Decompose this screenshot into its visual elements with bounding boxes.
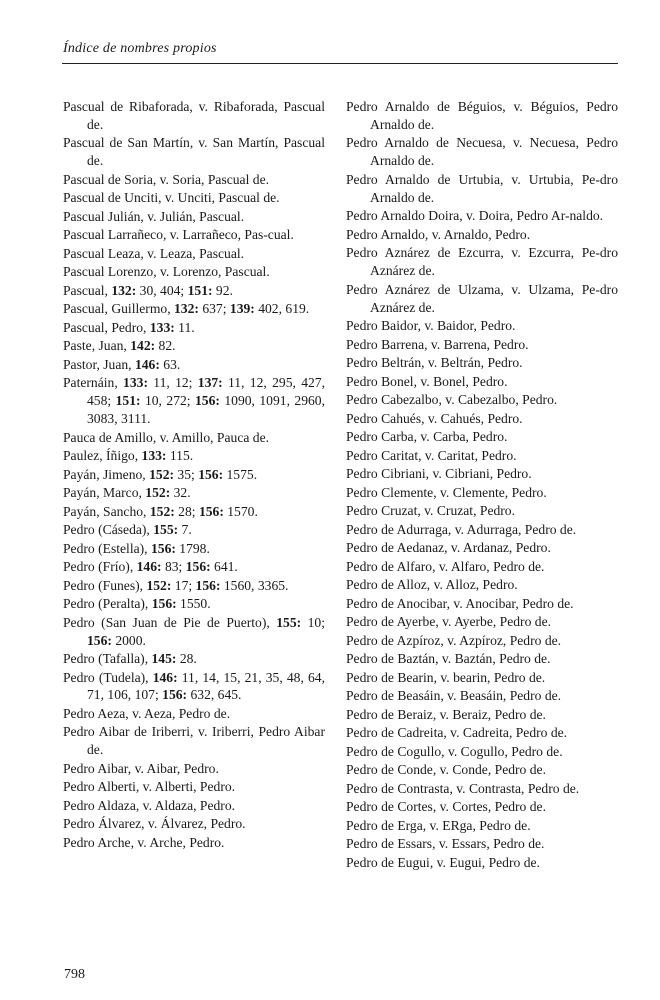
index-entry xyxy=(63,171,325,189)
entry-text: Pedro (Funes), xyxy=(63,577,147,593)
entry-text: 63. xyxy=(159,356,181,372)
index-entry xyxy=(346,650,618,668)
entry-text: Pedro Carba, v. Carba, Pedro. xyxy=(346,429,508,445)
index-entry xyxy=(346,98,618,134)
entry-text: Pedro de Anocibar, v. Anocibar, Pedro de. xyxy=(346,595,574,611)
entry-text: Pedro de Contrasta, v. Contrasta, Pedro de. xyxy=(346,780,580,796)
index-entry xyxy=(63,521,325,539)
entry-text: Payán, Sancho, xyxy=(63,503,150,519)
index-entry xyxy=(63,815,325,833)
volume-ref: 151: xyxy=(115,393,141,409)
volume-ref: 156: xyxy=(151,596,177,612)
entry-text: Pascual Larrañeco, v. Larrañeco, Pas-cual. xyxy=(63,227,294,243)
index-entry xyxy=(63,319,325,337)
index-entry xyxy=(63,797,325,815)
running-head: Índice de nombres propios xyxy=(63,41,217,56)
index-entry xyxy=(63,337,325,355)
index-entry xyxy=(63,447,325,465)
page-number: 798 xyxy=(64,967,85,982)
entry-text: Pascual Julián, v. Julián, Pascual. xyxy=(63,208,245,224)
entry-text: Pedro Arnaldo Doira, v. Doira, Pedro Ar-naldo. xyxy=(346,208,604,224)
entry-text: 83; xyxy=(161,559,186,575)
entry-text: Pedro Álvarez, v. Álvarez, Pedro. xyxy=(63,816,246,832)
index-entry xyxy=(63,650,325,668)
volume-ref: 146: xyxy=(136,559,162,575)
entry-text: Pedro de Baztán, v. Baztán, Pedro de. xyxy=(346,651,551,667)
volume-ref: 132: xyxy=(111,282,137,298)
volume-ref: 152: xyxy=(146,577,172,593)
entry-text: Pedro de Bearin, v. bearin, Pedro de. xyxy=(346,669,546,685)
entry-text: 10; xyxy=(301,614,325,630)
entry-text: Pedro Bonel, v. Bonel, Pedro. xyxy=(346,373,508,389)
entry-text: Pedro de Cogullo, v. Cogullo, Pedro de. xyxy=(346,743,563,759)
index-entry xyxy=(346,244,618,280)
entry-text: Pedro Clemente, v. Clemente, Pedro. xyxy=(346,484,547,500)
entry-text: Payán, Marco, xyxy=(63,485,146,501)
entry-text: Pedro de Ayerbe, v. Ayerbe, Pedro de. xyxy=(346,614,551,630)
index-entry xyxy=(346,484,618,502)
volume-ref: 139: xyxy=(229,301,255,317)
index-entry xyxy=(63,614,325,650)
entry-text: Paternáin, xyxy=(63,375,124,391)
volume-ref: 146: xyxy=(134,356,160,372)
entry-text: 1090, 1091, 2960, 3083, 3111. xyxy=(87,393,325,427)
entry-text: Pedro de Beraiz, v. Beraiz, Pedro de. xyxy=(346,706,546,722)
volume-ref: 142: xyxy=(130,338,156,354)
index-entry xyxy=(346,539,618,557)
index-column-left xyxy=(63,98,325,852)
index-entry xyxy=(63,778,325,796)
index-entry xyxy=(346,632,618,650)
entry-text: 1560, 3365. xyxy=(220,577,289,593)
index-entry xyxy=(63,374,325,428)
volume-ref: 145: xyxy=(151,651,177,667)
entry-text: 11. xyxy=(174,319,195,335)
entry-text: 11, 12; xyxy=(147,375,198,391)
index-entry xyxy=(346,780,618,798)
index-entry xyxy=(63,834,325,852)
volume-ref: 146: xyxy=(152,669,178,685)
entry-text: 115. xyxy=(166,448,194,464)
entry-text: Pedro Aibar de Iriberri, v. Iriberri, Pedro Aibar de. xyxy=(63,724,325,758)
entry-text: Pedro de Cortes, v. Cortes, Pedro de. xyxy=(346,799,546,815)
index-entry xyxy=(63,226,325,244)
index-entry xyxy=(63,208,325,226)
index-entry xyxy=(346,391,618,409)
index-entry xyxy=(63,540,325,558)
index-entry xyxy=(346,354,618,372)
volume-ref: 155: xyxy=(153,522,179,538)
index-entry xyxy=(63,282,325,300)
entry-text: Pascual de San Martín, v. San Martín, Pascual de. xyxy=(63,135,325,169)
index-entry xyxy=(346,835,618,853)
index-entry xyxy=(63,558,325,576)
index-entry xyxy=(346,724,618,742)
index-entry xyxy=(346,447,618,465)
entry-text: Pedro de Eugui, v. Eugui, Pedro de. xyxy=(346,854,540,870)
volume-ref: 156: xyxy=(198,466,224,482)
entry-text: 632, 645. xyxy=(187,687,242,703)
entry-text: 30, 404; xyxy=(136,282,188,298)
entry-text: Pedro de Cadreita, v. Cadreita, Pedro de. xyxy=(346,725,568,741)
entry-text: Pedro Barrena, v. Barrena, Pedro. xyxy=(346,336,529,352)
entry-text: 637; xyxy=(198,301,230,317)
volume-ref: 137: xyxy=(197,375,223,391)
volume-ref: 156: xyxy=(195,577,221,593)
index-entry xyxy=(346,373,618,391)
entry-text: Pastor, Juan, xyxy=(63,356,135,372)
volume-ref: 152: xyxy=(145,485,171,501)
entry-text: Pedro Caritat, v. Caritat, Pedro. xyxy=(346,447,517,463)
entry-text: Pascual Leaza, v. Leaza, Pascual. xyxy=(63,245,245,261)
entry-text: 1570. xyxy=(223,503,258,519)
index-entry xyxy=(346,817,618,835)
entry-text: 92. xyxy=(212,282,233,298)
entry-text: Pascual, Pedro, xyxy=(63,319,150,335)
index-entry xyxy=(63,300,325,318)
entry-text: 32. xyxy=(170,485,191,501)
index-entry xyxy=(346,669,618,687)
volume-ref: 156: xyxy=(162,687,188,703)
entry-text: Pedro Arnaldo de Béguios, v. Béguios, Pedro Arnaldo de. xyxy=(346,99,618,132)
entry-text: Pedro Arnaldo de Necuesa, v. Necuesa, Pedro Arnaldo de. xyxy=(346,135,618,169)
entry-text: Pedro Beltrán, v. Beltrán, Pedro. xyxy=(346,355,523,371)
entry-text: Pedro de Conde, v. Conde, Pedro de. xyxy=(346,762,546,778)
entry-text: 28; xyxy=(174,503,199,519)
index-column-right xyxy=(346,98,618,872)
entry-text: Pedro Aznárez de Ezcurra, v. Ezcurra, Pe-dro Aznárez de. xyxy=(346,245,618,279)
entry-text: Pedro Aeza, v. Aeza, Pedro de. xyxy=(63,705,231,721)
entry-text: 35; xyxy=(174,466,199,482)
index-entry xyxy=(346,521,618,539)
entry-text: Paste, Juan, xyxy=(63,338,131,354)
index-entry xyxy=(63,723,325,759)
entry-text: Pascual de Ribaforada, v. Ribaforada, Pascual de. xyxy=(63,99,325,132)
volume-ref: 156: xyxy=(150,540,176,556)
entry-text: Pedro de Aedanaz, v. Ardanaz, Pedro. xyxy=(346,540,551,556)
index-entry xyxy=(346,428,618,446)
index-entry xyxy=(346,798,618,816)
header-rule xyxy=(62,63,618,64)
entry-text: 1550. xyxy=(176,596,211,612)
index-entry xyxy=(346,743,618,761)
index-entry xyxy=(63,466,325,484)
entry-text: 28. xyxy=(176,651,197,667)
volume-ref: 151: xyxy=(187,282,213,298)
index-entry xyxy=(346,410,618,428)
entry-text: Pedro de Essars, v. Essars, Pedro de. xyxy=(346,836,545,852)
index-entry xyxy=(346,595,618,613)
entry-text: 11, 14, 15, 21, 35, 48, 64, 71, 106, 107; xyxy=(87,669,325,703)
index-entry xyxy=(346,613,618,631)
entry-text: 1798. xyxy=(175,540,210,556)
entry-text: Pauca de Amillo, v. Amillo, Pauca de. xyxy=(63,429,270,445)
entry-text: Pedro Arche, v. Arche, Pedro. xyxy=(63,834,225,850)
entry-text: Pedro (Estella), xyxy=(63,540,151,556)
index-entry xyxy=(63,189,325,207)
index-entry xyxy=(63,595,325,613)
index-entry xyxy=(346,226,618,244)
index-entry xyxy=(346,317,618,335)
volume-ref: 133: xyxy=(123,375,148,391)
entry-text: 82. xyxy=(155,338,176,354)
index-entry xyxy=(63,760,325,778)
entry-text: Pedro de Azpíroz, v. Azpíroz, Pedro de. xyxy=(346,632,562,648)
volume-ref: 156: xyxy=(198,503,224,519)
index-entry xyxy=(63,669,325,705)
entry-text: Pedro de Erga, v. ERga, Pedro de. xyxy=(346,817,531,833)
index-entry xyxy=(346,134,618,170)
entry-text: Pedro Aznárez de Ulzama, v. Ulzama, Pe-dro Aznárez de. xyxy=(346,281,618,315)
entry-text: Pedro Arnaldo de Urtubia, v. Urtubia, Pe-dro Arnaldo de. xyxy=(346,171,618,205)
volume-ref: 132: xyxy=(174,301,199,317)
index-entry xyxy=(63,484,325,502)
entry-text: 402, 619. xyxy=(254,301,310,317)
index-entry xyxy=(63,356,325,374)
index-entry xyxy=(63,705,325,723)
entry-text: 1575. xyxy=(223,466,258,482)
index-entry xyxy=(346,207,618,225)
index-entry xyxy=(63,577,325,595)
volume-ref: 155: xyxy=(276,614,302,630)
volume-ref: 156: xyxy=(185,559,211,575)
index-entry xyxy=(346,336,618,354)
index-entry xyxy=(63,263,325,281)
index-entry xyxy=(346,502,618,520)
entry-text: Pedro de Adurraga, v. Adurraga, Pedro de. xyxy=(346,521,577,537)
index-entry xyxy=(346,706,618,724)
entry-text: Pedro de Beasáin, v. Beasáin, Pedro de. xyxy=(346,688,562,704)
entry-text: Pascual de Soria, v. Soria, Pascual de. xyxy=(63,171,269,187)
index-entry xyxy=(346,687,618,705)
index-entry xyxy=(63,98,325,134)
entry-text: Pascual, xyxy=(63,282,112,298)
entry-text: Pedro Baidor, v. Baidor, Pedro. xyxy=(346,318,516,334)
entry-text: Pedro Cahués, v. Cahués, Pedro. xyxy=(346,410,523,426)
entry-text: Pedro de Alfaro, v. Alfaro, Pedro de. xyxy=(346,558,545,574)
entry-text: Pedro Cruzat, v. Cruzat, Pedro. xyxy=(346,503,515,519)
index-entry xyxy=(346,761,618,779)
entry-text: Pedro (Frío), xyxy=(63,559,137,575)
index-entry xyxy=(346,576,618,594)
entry-text: Pedro de Alloz, v. Alloz, Pedro. xyxy=(346,577,518,593)
entry-text: Pedro Cabezalbo, v. Cabezalbo, Pedro. xyxy=(346,392,558,408)
entry-text: Pedro (Tafalla), xyxy=(63,651,152,667)
index-entry xyxy=(346,171,618,207)
index-entry xyxy=(346,558,618,576)
entry-text: Pedro Alberti, v. Alberti, Pedro. xyxy=(63,779,236,795)
index-entry xyxy=(63,134,325,170)
entry-text: Pascual, Guillermo, xyxy=(63,301,174,317)
entry-text: Pedro Cibriani, v. Cibriani, Pedro. xyxy=(346,466,532,482)
volume-ref: 152: xyxy=(149,466,175,482)
index-entry xyxy=(63,429,325,447)
entry-text: Pedro (Tudela), xyxy=(63,669,153,685)
entry-text: Pedro Aibar, v. Aibar, Pedro. xyxy=(63,760,219,776)
volume-ref: 156: xyxy=(195,393,220,409)
entry-text: 2000. xyxy=(111,632,146,648)
entry-text: 11, 12, 295, 427, 458; xyxy=(87,375,325,409)
index-entry xyxy=(63,503,325,521)
volume-ref: 133: xyxy=(141,448,167,464)
entry-text: Pedro (Cáseda), xyxy=(63,522,154,538)
volume-ref: 152: xyxy=(149,503,175,519)
entry-text: 17; xyxy=(171,577,196,593)
entry-text: 641. xyxy=(210,559,238,575)
entry-text: Pedro (Peralta), xyxy=(63,596,152,612)
entry-text: Pascual Lorenzo, v. Lorenzo, Pascual. xyxy=(63,264,270,280)
index-entry xyxy=(346,281,618,317)
entry-text: Pedro (San Juan de Pie de Puerto), xyxy=(63,614,277,630)
volume-ref: 156: xyxy=(87,632,112,648)
entry-text: Paulez, Íñigo, xyxy=(63,448,142,464)
entry-text: Payán, Jimeno, xyxy=(63,466,150,482)
index-entry xyxy=(346,465,618,483)
volume-ref: 133: xyxy=(149,319,175,335)
index-entry xyxy=(346,854,618,872)
entry-text: Pedro Arnaldo, v. Arnaldo, Pedro. xyxy=(346,226,531,242)
entry-text: Pascual de Unciti, v. Unciti, Pascual de. xyxy=(63,190,280,206)
entry-text: Pedro Aldaza, v. Aldaza, Pedro. xyxy=(63,797,236,813)
entry-text: 7. xyxy=(178,522,192,538)
index-entry xyxy=(63,245,325,263)
entry-text: 10, 272; xyxy=(140,393,195,409)
